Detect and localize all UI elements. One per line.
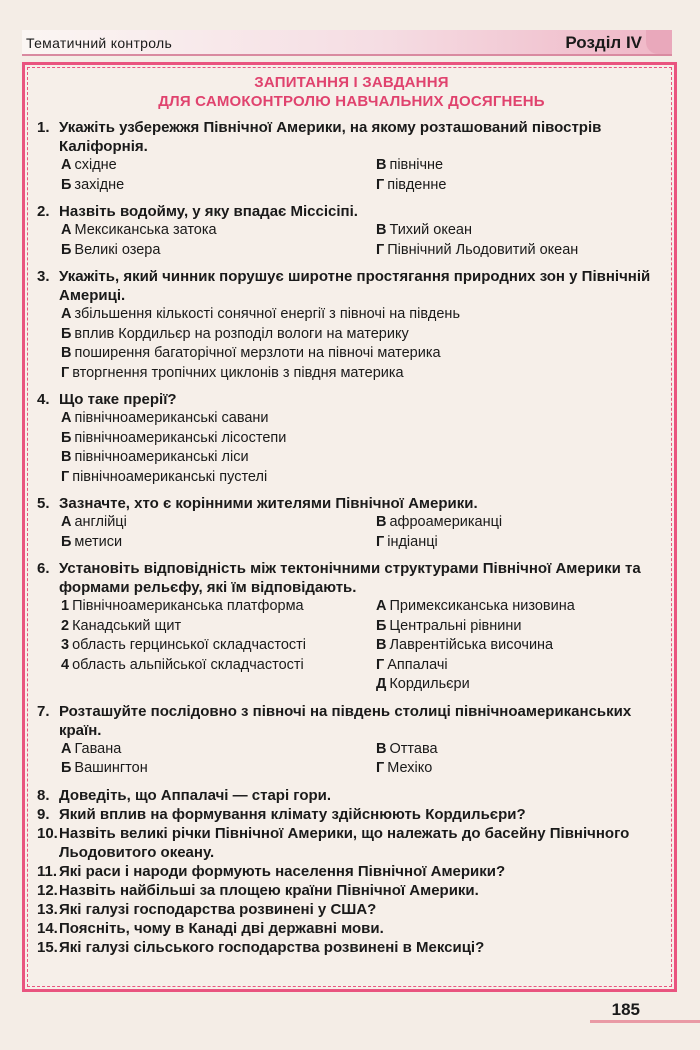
option-g: Г південне — [376, 176, 447, 193]
option-a: А англійці — [61, 514, 127, 530]
option-b: Б метиси — [61, 533, 123, 550]
page-header — [22, 30, 672, 56]
question-number: 5. — [37, 495, 50, 512]
question-7 — [37, 702, 666, 740]
option-g: Г Північний Льодовитий океан — [376, 241, 579, 258]
option-b: Б Вашингтон — [61, 760, 148, 776]
header-chapter: Розділ IV — [565, 33, 642, 52]
question-number: 9. — [37, 805, 50, 823]
option-b: Б Великі озера — [61, 241, 161, 258]
question-11 — [37, 862, 666, 881]
question-12 — [37, 881, 666, 900]
option-v: В Оттава — [376, 740, 438, 757]
option-d: Д Кордильєри — [376, 676, 470, 692]
question-number: 15. — [37, 938, 58, 956]
question-number: 3. — [37, 268, 50, 285]
question-3-options — [61, 305, 666, 383]
question-14 — [37, 919, 666, 938]
question-2-options — [61, 221, 666, 260]
question-15 — [37, 938, 666, 957]
option-v: В поширення багаторічної мерзлоти на півночі материка — [61, 345, 441, 361]
question-2 — [37, 202, 666, 221]
header-section-title: Тематичний контроль — [26, 35, 173, 51]
question-6 — [37, 559, 666, 597]
option-2: 2 Канадський щит — [61, 617, 182, 634]
option-a: А Мексиканська затока — [61, 222, 217, 238]
option-4: 4 область альпійської складчастості — [61, 656, 304, 673]
question-1-options — [61, 156, 666, 195]
question-3 — [37, 267, 666, 305]
option-a: А Гавана — [61, 740, 122, 757]
question-text: Поясніть, чому в Канаді дві державні мови. — [59, 919, 384, 937]
option-v: В північне — [376, 157, 444, 173]
option-v: В Лаврентійська височина — [376, 637, 554, 653]
question-number: 13. — [37, 900, 58, 918]
option-1: 1 Північноамериканська платформа — [61, 598, 304, 614]
header-tab — [646, 30, 672, 54]
question-5 — [37, 494, 666, 513]
option-b: Б Центральні рівнини — [376, 617, 522, 634]
question-text: Які раси і народи формують населення Північної Америки? — [59, 862, 506, 880]
question-8 — [37, 786, 666, 805]
question-5-options — [61, 513, 666, 552]
question-text: Назвіть найбільші за площею країни Північної Америки. — [59, 881, 479, 899]
question-text: Що таке прерії? — [59, 391, 177, 408]
question-number: 4. — [37, 391, 50, 408]
option-a: А Примексиканська низовина — [376, 598, 575, 614]
question-text: Укажіть, який чинник порушує широтне простягання природних зон у Північній Америці. — [59, 268, 651, 304]
question-number: 6. — [37, 560, 50, 577]
question-text: Назвіть великі річки Північної Америки, що належать до басейну Північного Льодовитого океану. — [59, 824, 630, 861]
question-6-options — [61, 597, 666, 695]
question-text: Назвіть водойму, у яку впадає Міссісіпі. — [59, 203, 358, 220]
title-line-1: ЗАПИТАННЯ І ЗАВДАННЯ — [254, 74, 449, 91]
footer-bar — [590, 1020, 700, 1023]
option-g: Г вторгнення тропічних циклонів з півдня материка — [61, 364, 404, 381]
option-v: В Тихий океан — [376, 222, 472, 238]
question-text: Розташуйте послідовно з півночі на південь столиці північноамериканських країн. — [59, 702, 632, 739]
questions-box — [22, 62, 677, 992]
question-text: Які галузі сільського господарства розвинені в Мексиці? — [59, 938, 485, 956]
question-text: Який вплив на формування клімату здійснюють Кордильєри? — [59, 805, 526, 823]
question-13 — [37, 900, 666, 919]
question-number: 1. — [37, 119, 50, 136]
question-text: Зазначте, хто є корінними жителями Північної Америки. — [59, 495, 478, 512]
question-text: Які галузі господарства розвинені у США? — [59, 900, 377, 918]
question-number: 8. — [37, 786, 50, 804]
question-9 — [37, 805, 666, 824]
questions-content — [37, 73, 666, 957]
question-4 — [37, 390, 666, 409]
option-g: Г Мехіко — [376, 760, 433, 776]
question-text: Доведіть, що Аппалачі — старі гори. — [59, 786, 332, 804]
question-4-options — [61, 409, 666, 487]
question-number: 10. — [37, 824, 58, 842]
option-g: Г північноамериканські пустелі — [61, 468, 268, 485]
question-7-options — [61, 740, 666, 779]
question-10 — [37, 824, 666, 862]
option-g: Г індіанці — [376, 533, 438, 550]
option-a: А східне — [61, 157, 117, 173]
option-b: Б вплив Кордильєр на розподіл вологи на материку — [61, 325, 409, 342]
question-text: Установіть відповідність між тектонічними структурами Північної Америки та формами рельєфу, які їм відповідають. — [59, 560, 641, 596]
option-3: 3 область герцинської складчастості — [61, 637, 307, 653]
question-text: Укажіть узбережжя Північної Америки, на якому розташований півострів Каліфорнія. — [59, 119, 602, 155]
option-a: А збільшення кількості сонячної енергії з півночі на південь — [61, 306, 460, 322]
option-a: А північноамериканські савани — [61, 410, 269, 426]
option-b: Б північноамериканські лісостепи — [61, 429, 287, 446]
question-1 — [37, 118, 666, 156]
question-number: 12. — [37, 881, 58, 899]
page-number: 185 — [611, 1000, 640, 1019]
title-line-2: ДЛЯ САМОКОНТРОЛЮ НАВЧАЛЬНИХ ДОСЯГНЕНЬ — [158, 93, 545, 110]
question-number: 7. — [37, 702, 50, 720]
question-number: 14. — [37, 919, 58, 937]
question-number: 2. — [37, 203, 50, 220]
option-v: В північноамериканські ліси — [61, 449, 249, 465]
option-g: Г Аппалачі — [376, 656, 448, 673]
box-title — [37, 73, 666, 111]
option-b: Б західне — [61, 176, 125, 193]
question-number: 11. — [37, 862, 58, 880]
option-v: В афроамериканці — [376, 514, 503, 530]
